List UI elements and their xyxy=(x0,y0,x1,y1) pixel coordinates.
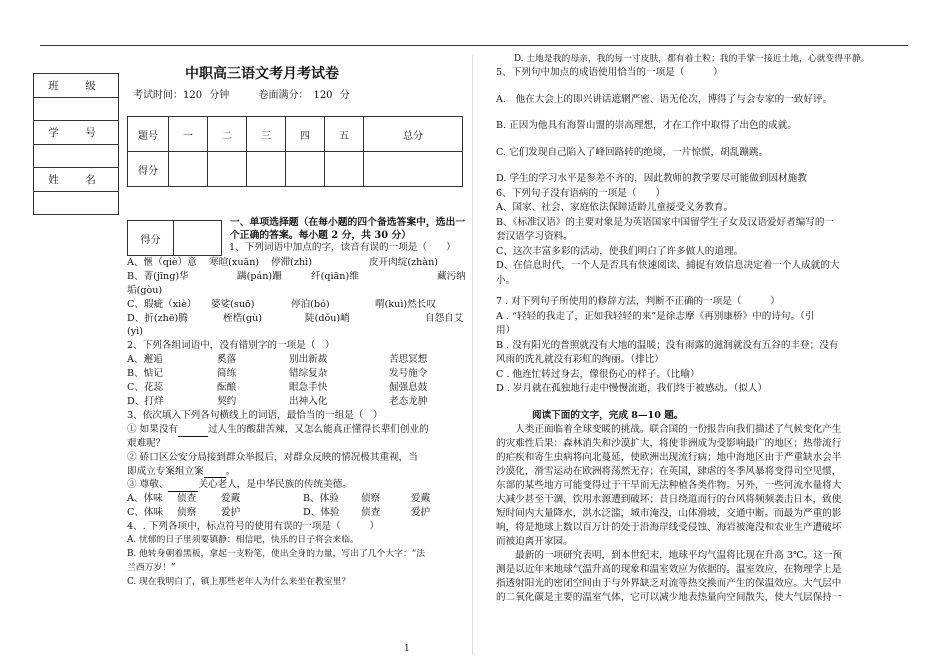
top-rule xyxy=(40,45,908,46)
q1-option: 陡(dǒu)峭 xyxy=(305,312,350,324)
exam-meta xyxy=(133,86,372,101)
q1-row-c xyxy=(127,298,472,312)
q3-blank-2[interactable] xyxy=(204,467,226,478)
exam-time: 考试时间：120 分钟 xyxy=(133,90,230,101)
q2-word: 老态龙肿 xyxy=(389,395,428,407)
q3-text: 。 xyxy=(225,465,236,477)
score-header: 总分 xyxy=(364,117,463,152)
reading-heading: 阅读下面的文字，完成 8—10 题。 xyxy=(532,409,684,421)
q3-text: 即成立专案组立案 xyxy=(127,465,204,477)
q1-option: 纤(qiān)维 xyxy=(311,270,359,282)
name-label: 姓 名 xyxy=(34,168,119,192)
q6-option-d-cont: 小。 xyxy=(496,274,516,286)
score-cell[interactable] xyxy=(325,152,364,187)
q5-option-b: B. 正因为他具有海誓山盟的崇高理想，才在工作中取得了出色的成就。 xyxy=(496,120,797,131)
q6-option-a: A、国家、社会、家庭依法保障适龄儿童接受义务教育。 xyxy=(496,202,734,213)
q1-option: B、菁(jīng)华 xyxy=(127,270,189,282)
q2-word: 契约 xyxy=(217,395,237,407)
class-label: 班 级 xyxy=(34,74,119,98)
column-fold xyxy=(472,55,473,655)
page-number: 1 xyxy=(404,644,410,654)
passage-line: 的疟疾和寄生虫病将向北蔓延，使欧洲出现流行病；地中海地区由于严重缺水会半 xyxy=(496,452,842,463)
q3-option: 爱护 xyxy=(411,507,431,519)
q7-stem: 7 . 对下列句子所使用的修辞方法，判断不正确的一项是（ ） xyxy=(496,296,780,307)
q2-word: 眼急手快 xyxy=(289,382,328,394)
q3-option: 侦查 xyxy=(361,507,381,519)
q1-option: 蹒(pán)跚 xyxy=(237,270,282,282)
score-header: 三 xyxy=(247,117,286,152)
q3-sentence-3 xyxy=(127,478,472,492)
score-header: 一 xyxy=(169,117,208,152)
q3-option: 爱戴 xyxy=(411,493,431,505)
q1-b-cont: 垢(gòu) xyxy=(127,284,163,296)
q1-option: 桎梏(gù) xyxy=(223,312,262,324)
q3-blank-3[interactable] xyxy=(168,481,198,492)
q4-option-b-cont: 兰西万岁！” xyxy=(127,562,176,573)
q6-option-b: B、《标准汉语》的主要对象是为英语国家中国留学生子女及汉语爱好者编写的一 xyxy=(496,216,835,228)
reading-passage xyxy=(496,423,910,605)
section1-score-label: 得分 xyxy=(128,221,174,256)
q1-stem: 1、下列词语中加点的字，读音有误的一项是（ ） xyxy=(229,242,456,253)
passage-line: 短时间内大量降水，洪水泛滥，城市淹没，山体滑坡，交通中断。而最为严重的影 xyxy=(496,508,842,519)
q3-option: 爱戴 xyxy=(221,493,241,505)
q2-word: 奚落 xyxy=(217,354,237,366)
q3-option: 侦查 xyxy=(177,493,197,505)
score-header: 四 xyxy=(286,117,325,152)
score-cell[interactable] xyxy=(208,152,247,187)
q2-word: D、打烊 xyxy=(127,395,164,407)
q3-text: 关心老人，是中华民族的传统美德。 xyxy=(198,479,352,491)
left-column xyxy=(127,241,472,590)
score-header: 二 xyxy=(208,117,247,152)
passage-line: 而被迫离开家园。 xyxy=(496,536,573,547)
q7-option-c: C . 他连忙转过身去，像很伤心的样子。（比喻） xyxy=(496,368,700,380)
q2-word: 出神入化 xyxy=(289,395,328,407)
q5-option-c: C. 它们发现自己陷入了峰回路转的绝境，一片惊慌，胡乱蹦跳。 xyxy=(496,146,769,158)
passage-line: 东部的某些地方可能变得过于干旱而无法种植各类作物。另外，一些河流水量将大 xyxy=(496,480,842,491)
score-cell[interactable] xyxy=(169,152,208,187)
student-id-label: 学 号 xyxy=(34,121,119,145)
q3-text: ③ 尊敬、 xyxy=(127,479,169,491)
q3-options-ab xyxy=(127,492,472,506)
q3-sentence-1-cont: 艰难呢？ xyxy=(127,437,166,449)
q2-row xyxy=(127,353,472,367)
q1-option: D、折(zhē)腾 xyxy=(127,312,188,324)
q2-word: 酝酿 xyxy=(217,382,237,394)
q1-option: 停滞(zhì) xyxy=(271,256,312,268)
q7-option-a-cont: 用） xyxy=(496,325,516,336)
score-table xyxy=(127,116,463,187)
q7-option-b-cont: 风雨的洗礼就没有彩虹的绚丽。（排比） xyxy=(496,354,664,365)
passage-line: 人类正面临着全球变暖的挑战。联合国的一份报告向我们描述了气候变化产生 xyxy=(496,424,842,435)
q4-option-b: B. 他转身朝着黑板，拿起一支粉笔，使出全身的力量，写出了几个大字：“法 xyxy=(127,548,426,559)
score-cell[interactable] xyxy=(247,152,286,187)
q1-row-d xyxy=(127,312,472,326)
q1-option: 寒暄(xuān) xyxy=(209,256,260,268)
passage-line: 测是以近年来地球气温升高的现象和温室效应为依据的。温室效应，在物理学上是 xyxy=(496,564,842,575)
q3-stem: 3、依次填入下列各句横线上的词语，最恰当的一组是（ ） xyxy=(127,409,383,421)
q3-option: 爱护 xyxy=(221,507,241,519)
q2-word: 倔强息鼓 xyxy=(389,382,428,394)
q3-text: 过人生的酸甜苦辣，又怎么能真正懂得长辈们创业的 xyxy=(208,423,429,435)
q6-stem: 6、下列句子没有语病的一项是（ ） xyxy=(496,187,666,199)
q3-blank-1[interactable] xyxy=(178,426,208,437)
q7-option-b: B . 没有阳光的普照就没有大地的温暖；没有雨露的滋润就没有五谷的丰登；没有 xyxy=(496,339,839,351)
q2-word: 别出新裁 xyxy=(289,354,328,366)
q2-row xyxy=(127,381,472,395)
score-header: 题号 xyxy=(128,117,169,152)
q3-option: D、体验 xyxy=(303,507,340,519)
section1-heading: 一、单项选择题（在每小题的四个备选答案中，选出一个正确的答案。每小题 2 分，共 30 分） xyxy=(230,217,466,241)
q1-option: A、愜（qiè）意 xyxy=(127,256,197,268)
name-field[interactable] xyxy=(34,191,119,215)
q2-word: B、惦记 xyxy=(127,368,163,380)
q1-option: C、瑕疵（xiè） xyxy=(127,298,197,310)
q2-word: 发号施令 xyxy=(389,368,428,380)
q4-option-c: C. 现在我明白了，镇上那些老年人为什么来坐在教室里？ xyxy=(127,576,351,587)
passage-line: 大减少甚至干涸，饮用水源遭到破坏；昔日绕道而行的台风将频频袭击日本，致使 xyxy=(496,494,842,505)
q1-d-cont: (yì) xyxy=(127,326,143,338)
q3-sentence-2: ② 硚口区公安分局接到群众举报后，对群众反映的情况极其重视，当 xyxy=(127,451,418,463)
exam-full-score: 卷面满分： 120 分 xyxy=(258,90,350,101)
q2-stem: 2、下列各组词语中，没有错别字的一项是（ ） xyxy=(127,340,335,352)
student-info-table xyxy=(33,73,119,215)
q1-option: 喟(kuì)然长叹 xyxy=(375,298,436,310)
q4-stem: 4、. 下列各项中，标点符号的使用有误的一项是（ ） xyxy=(127,521,380,533)
q3-option: B、体验 xyxy=(303,493,339,505)
q1-row-a xyxy=(127,256,472,270)
q4-option-a: A. 忧郁的日子里须要镇静：相信吧，快乐的日子将会来临。 xyxy=(127,535,359,546)
q4-option-d: D. 土地是我的母亲，我的每一寸皮肤，都有着土粒；我的手掌一接近土地，心就变得平静。 xyxy=(514,54,870,64)
q3-sentence-1 xyxy=(127,423,472,437)
q1-option: 藏污纳 xyxy=(437,270,466,282)
q3-sentence-2-cont xyxy=(127,465,472,479)
student-id-field[interactable] xyxy=(34,144,119,168)
q1-option: 皮开肉绽(zhàn) xyxy=(369,256,438,268)
passage-line: 的灾难性后果：森林消失和沙漠扩大，将使非洲成为受影响最广的地区；热带流行 xyxy=(496,438,842,449)
q3-option: A、体味 xyxy=(127,493,163,505)
passage-line: 指透射阳光的密闭空间由于与外界缺乏对流等热交换而产生的保温效应。大气层中 xyxy=(496,578,842,589)
score-cell[interactable] xyxy=(286,152,325,187)
q5-option-d: D. 学生的学习水平是参差不齐的，因此教师的教学要尽可能做到因材施教 xyxy=(496,173,807,184)
q2-word: 错综复杂 xyxy=(289,368,328,380)
score-row-label: 得分 xyxy=(128,152,169,187)
q1-row-b xyxy=(127,270,472,284)
class-field[interactable] xyxy=(34,97,119,121)
score-header: 五 xyxy=(325,117,364,152)
q2-row xyxy=(127,367,472,381)
q7-option-a: A . “轻轻的我走了，正如我轻轻的来”是徐志摩《再别康桥》中的诗句。（引 xyxy=(496,310,815,322)
passage-line: 响，将是地球上数以百万计的处于沿海岸线受侵蚀、海岩被淹没和农业生产遭破坏 xyxy=(496,522,842,533)
q5-option-a: A. 他在大会上的即兴讲话遮辋严密、语无伦次，博得了与会专家的一致好评。 xyxy=(496,93,833,105)
q3-options-cd xyxy=(127,506,472,520)
q6-option-b-cont: 套汉语学习资料。 xyxy=(496,231,573,242)
q1-option: 停泊(bó) xyxy=(291,298,330,310)
q3-option: 侦察 xyxy=(177,507,197,519)
q6-option-c: C、这次丰富多彩的活动，使我们明白了许多做人的道理。 xyxy=(496,245,744,257)
q5-stem: 5、下列句中加点的成语使用恰当的一项是（ ） xyxy=(496,67,723,78)
q6-option-d: D、在信息时代，一个人是否具有快速阅读、捕捉有效信息决定着一个人成就的大 xyxy=(496,260,840,271)
q7-option-d: D . 岁月就在孤独地行走中慢慢流逝，我们终于被感动。（拟人） xyxy=(496,383,768,394)
q3-option: C、体味 xyxy=(127,507,164,519)
q3-text: ① 如果没有 xyxy=(127,423,179,435)
passage-line: 最新的一项研究表明，到本世纪末，地球平均气温将比现在升高 3℃。这一预 xyxy=(496,550,843,561)
passage-line: 的二氧化碳是主要的温室气体，它可以减少地表热量向空间散失，使大气层保持一 xyxy=(496,592,842,603)
score-cell[interactable] xyxy=(364,152,463,187)
q1-option: 自怨自艾 xyxy=(425,312,464,324)
q2-word: 简练 xyxy=(217,368,237,380)
passage-line: 沙漠化，滑雪运动在欧洲将荡然无存；在英国，肆虐的冬季风暴将变得司空见惯， xyxy=(496,466,842,477)
q2-word: C、花蕊 xyxy=(127,382,164,394)
q2-word: A、邂逅 xyxy=(127,354,163,366)
right-column xyxy=(496,53,910,605)
q2-row xyxy=(127,395,472,409)
q2-word: 苦思冥想 xyxy=(389,354,428,366)
q1-option: 婆娑(suō) xyxy=(211,298,255,310)
q3-option: 侦察 xyxy=(361,493,381,505)
page-title: 中职高三语文考月考试卷 xyxy=(185,66,339,82)
